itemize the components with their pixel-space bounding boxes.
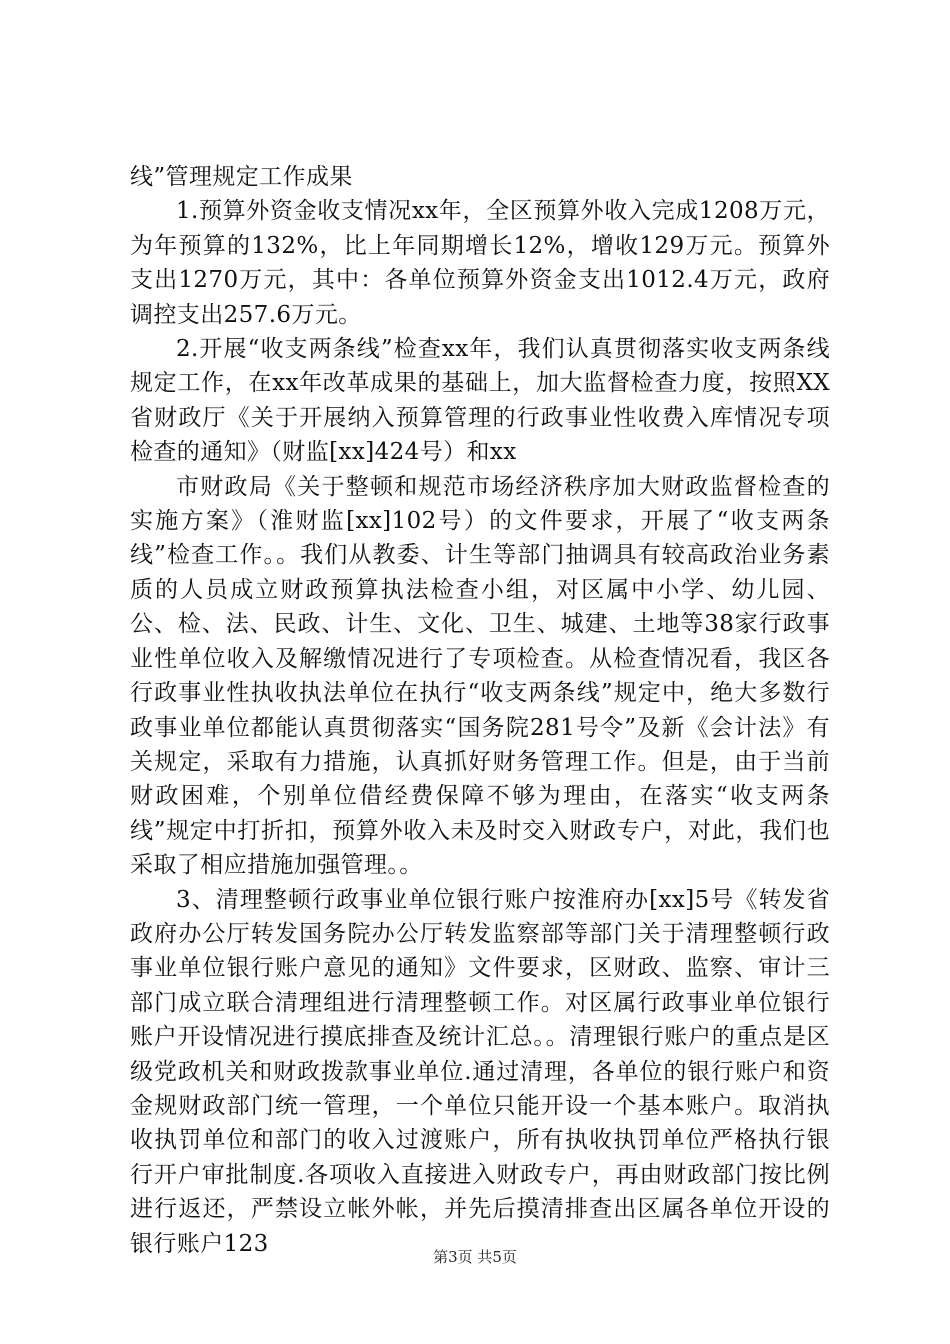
paragraph-bank-accounts: 3、清理整顿行政事业单位银行账户按淮府办[xx]5号《转发省政府办公厅转发国务院办公厅转发监察部等部门关于清理整顿行政事业单位银行账户意见的通知》文件要求，区财政、监察、审计三部门成立联合清理组进行清理整顿工作。对区属行政事业单位银行账户开设情况进行摸底排查及统计汇总。。清理银行账户的重点是区级党政机关和财政拨款事业单位.通过清理，各单位的银行账户和资金规财政部门统一管理，一个单位只能开设一个基本账户。取消执收执罚单位和部门的收入过渡账户，所有执收执罚单位严格执行银行开户审批制度.各项收入直接进入财政专户，再由财政部门按比例进行返还，严禁设立帐外帐，并先后摸清排查出区属各单位开设的银行账户123: [130, 886, 830, 1257]
paragraph-city-finance-bureau: 市财政局《关于整顿和规范市场经济秩序加大财政监督检查的实施方案》（淮财监[xx]102号）的文件要求，开展了“收支两条线”检查工作。。我们从教委、计生等部门抽调具有较高政治业务素质的人员成立财政预算执法检查小组，对区属中小学、幼儿园、公、检、法、民政、计生、文化、卫生、城建、土地等38家行政事业性单位收入及解缴情况进行了专项检查。从检查情况看，我区各行政事业性执收执法单位在执行“收支两条线”规定中，绝大多数行政事业单位都能认真贯彻落实“国务院281号令”及新《会计法》有关规定，采取有力措施，认真抓好财务管理工作。但是，由于当前财政困难，个别单位借经费保障不够为理由，在落实“收支两条线”规定中打折扣，预算外收入未及时交入财政专户，对此，我们也采取了相应措施加强管理。。: [130, 473, 830, 879]
document-body: [130, 160, 830, 1261]
paragraph-budget-income: 1.预算外资金收支情况xx年，全区预算外收入完成1208万元，为年预算的132%，比上年同期增长12%，增收129万元。预算外支出1270万元，其中：各单位预算外资金支出1012.4万元，政府调控支出257.6万元。: [130, 198, 830, 328]
paragraph-heading-continuation: 线”管理规定工作成果: [130, 164, 353, 190]
paragraph-inspection: 2.开展“收支两条线”检查xx年，我们认真贯彻落实收支两条线规定工作，在xx年改革成果的基础上，加大监督检查力度，按照XX省财政厅《关于开展纳入预算管理的行政事业性收费入库情况专项检查的通知》（财监[xx]424号）和xx: [130, 336, 830, 466]
page-footer: 第3页 共5页: [433, 1248, 517, 1266]
